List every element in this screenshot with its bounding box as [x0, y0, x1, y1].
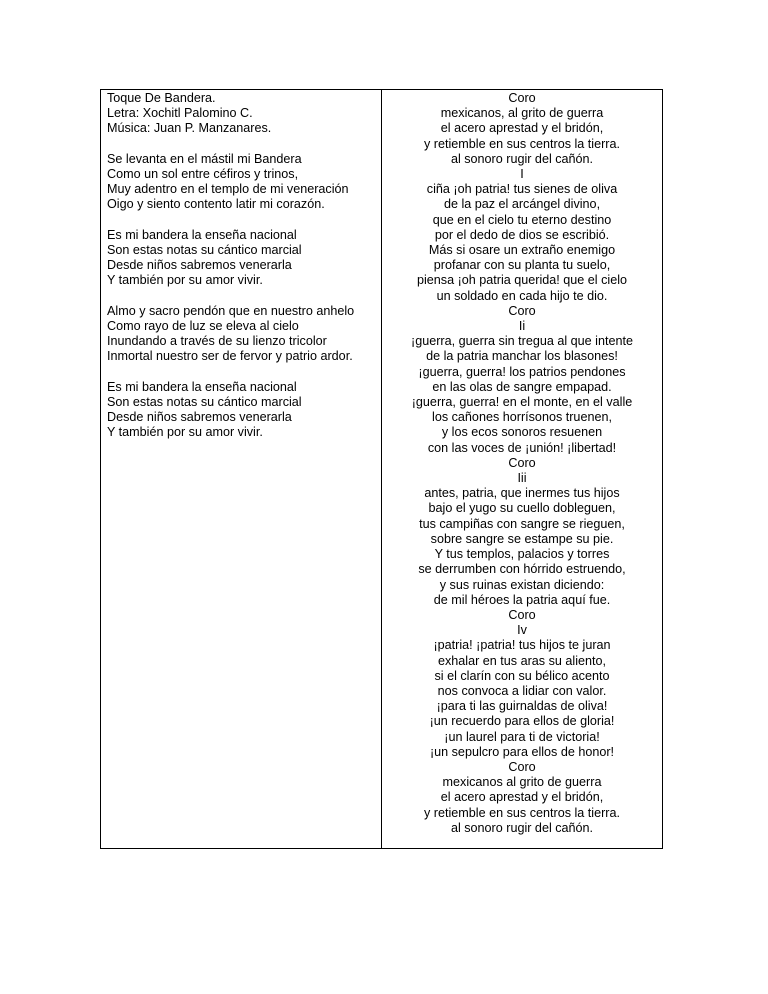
stanza-line: Es mi bandera la enseña nacional	[107, 379, 297, 394]
lyric-line: Y tus templos, palacios y torres	[434, 547, 610, 562]
lyric-line: ¡un laurel para ti de victoria!	[444, 729, 600, 744]
stanza-4	[107, 380, 354, 441]
lyric-line: ¡para ti las guirnaldas de oliva!	[436, 699, 608, 714]
stanza-line: Es mi bandera la enseña nacional	[107, 227, 297, 242]
stanza-line: Inundando a través de su lienzo tricolor	[107, 334, 327, 349]
lyrics-table	[100, 89, 663, 849]
lyric-line: mexicanos al grito de guerra	[442, 775, 602, 790]
lyric-line: de la paz el arcángel divino,	[443, 197, 601, 212]
lyricist-credit: Letra: Xochitl Palomino C.	[107, 106, 253, 121]
lyric-line: piensa ¡oh patria querida! que el cielo	[416, 273, 628, 288]
lyric-line: un soldado en cada hijo te dio.	[436, 288, 608, 303]
lyric-line: ¡guerra, guerra sin tregua al que intente	[411, 334, 633, 349]
lyric-line: que en el cielo tu eterno destino	[432, 212, 612, 227]
lyric-line: ciña ¡oh patria! tus sienes de oliva	[426, 182, 618, 197]
section-heading: I	[520, 167, 524, 182]
lyric-line: y los ecos sonoros resuenen	[441, 425, 603, 440]
section-heading: Iv	[517, 623, 527, 638]
stanza-line: Son estas notas su cántico marcial	[107, 395, 302, 409]
stanza-line: Como rayo de luz se eleva al cielo	[107, 319, 299, 333]
lyric-line: mexicanos, al grito de guerra	[440, 106, 604, 121]
right-column	[382, 90, 662, 848]
lyric-line: y sus ruinas existan diciendo:	[439, 577, 605, 592]
left-column	[101, 90, 382, 848]
section-heading: Ii	[518, 319, 526, 334]
stanza-3	[107, 304, 354, 365]
lyric-line: Más si osare un extraño enemigo	[428, 243, 616, 258]
section-heading: Coro	[508, 607, 536, 622]
section-heading: Coro	[508, 91, 536, 105]
stanza-line: Almo y sacro pendón que en nuestro anhelo	[107, 303, 355, 318]
lyric-line: ¡patria! ¡patria! tus hijos te juran	[433, 638, 611, 653]
stanza-line: Se levanta en el mástil mi Bandera	[107, 151, 302, 166]
stanza-line: Son estas notas su cántico marcial	[107, 243, 302, 257]
stanza-line: Desde niños sabremos venerarla	[107, 258, 292, 273]
lyric-line: se derrumben con hórrido estruendo,	[418, 562, 626, 577]
lyric-line: ¡un sepulcro para ellos de honor!	[429, 744, 615, 759]
song-header	[107, 91, 354, 137]
lyric-line: por el dedo de dios se escribió.	[434, 227, 610, 242]
stanza-2	[107, 228, 354, 289]
stanza-line: Muy adentro en el templo de mi veneración	[107, 182, 349, 197]
section-heading: Coro	[508, 303, 536, 318]
stanza-line: Inmortal nuestro ser de fervor y patrio ardor.	[107, 349, 353, 364]
stanza-line: Como un sol entre céfiros y trinos,	[107, 167, 299, 181]
lyric-line: antes, patria, que inermes tus hijos	[424, 486, 620, 501]
section-heading: Coro	[508, 759, 536, 774]
anthem-lyrics	[382, 91, 662, 836]
lyric-line: profanar con su planta tu suelo,	[433, 258, 611, 273]
stanza-line: Desde niños sabremos venerarla	[107, 410, 292, 425]
lyric-line: y retiemble en sus centros la tierra.	[424, 136, 620, 151]
lyric-line: bajo el yugo su cuello dobleguen,	[428, 501, 616, 516]
lyric-line: y retiemble en sus centros la tierra.	[424, 805, 620, 820]
lyric-line: nos convoca a lidiar con valor.	[437, 683, 607, 698]
stanza-line: Oigo y siento contento latir mi corazón.	[107, 197, 325, 212]
lyric-line: de mil héroes la patria aquí fue.	[433, 592, 611, 607]
composer-credit: Música: Juan P. Manzanares.	[107, 121, 272, 136]
stanza-line: Y también por su amor vivir.	[107, 273, 263, 288]
left-column-content	[107, 91, 354, 441]
stanza-gap	[107, 213, 354, 228]
stanza-gap	[107, 289, 354, 304]
stanza-gap	[107, 365, 354, 380]
lyric-line: el acero aprestad y el bridón,	[440, 790, 604, 805]
song-title: Toque De Bandera.	[107, 91, 216, 105]
lyric-line: los cañones horrísonos truenen,	[432, 410, 612, 425]
lyric-line: sobre sangre se estampe su pie.	[430, 531, 614, 546]
lyric-line: ¡guerra, guerra! en el monte, en el valle	[411, 395, 633, 410]
lyric-line: el acero aprestad y el bridón,	[440, 121, 604, 136]
section-heading: Iii	[517, 471, 527, 486]
lyric-line: ¡un recuerdo para ellos de gloria!	[429, 714, 615, 729]
lyric-line: con las voces de ¡unión! ¡libertad!	[427, 440, 617, 455]
lyric-line: de la patria manchar los blasones!	[426, 349, 618, 364]
lyric-line: al sonoro rugir del cañón.	[450, 820, 594, 835]
stanza-1	[107, 152, 354, 213]
lyric-line: tus campiñas con sangre se rieguen,	[419, 516, 625, 531]
lyric-line: al sonoro rugir del cañón.	[450, 151, 594, 166]
lyric-line: si el clarín con su bélico acento	[434, 668, 610, 683]
section-heading: Coro	[508, 455, 536, 470]
lyric-line: en las olas de sangre empapad.	[432, 379, 612, 394]
stanza-line: Y también por su amor vivir.	[107, 425, 263, 440]
stanza-gap	[107, 137, 354, 152]
lyric-line: ¡guerra, guerra! los patrios pendones	[418, 364, 626, 379]
lyric-line: exhalar en tus aras su aliento,	[437, 653, 607, 668]
